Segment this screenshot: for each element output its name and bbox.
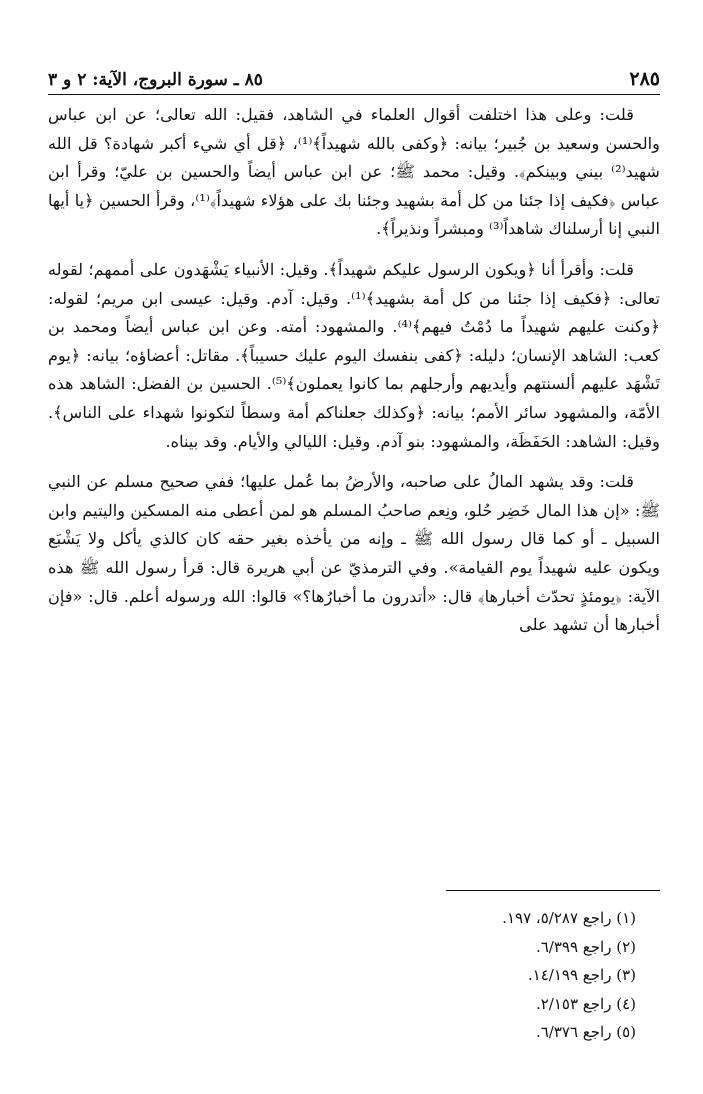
- footnote: (٤) راجع ٢/١٥٣.: [535, 994, 636, 1013]
- paragraph: قلت: وعلى هذا اختلفت أقوال العلماء في الشاهد، فقيل: الله تعالى؛ عن ابن عباس والحسن وسعيد بن جُبير؛ بيانه: ﴿وكفى بالله شهيداً﴾⁽¹⁾، ﴿قل أي شيء أكبر شهادة؟ قل الله شهيد⁽²⁾ بيني وبينكم﴾. وقيل: محمد ﷺ؛ عن ابن عباس أيضاً والحسين بن عليّ؛ وقرأ ابن عباس ﴿فكيف إذا جئنا من كل أمة بشهيد وجئنا بك على هؤلاء شهيداً﴾⁽¹⁾، وقرأ الحسين ﴿يا أيها النبي إنا أرسلناك شاهداً⁽³⁾ ومبشراً ونذيراً﴾.: [48, 105, 661, 239]
- page-number: ٢٨٥: [629, 68, 660, 90]
- footnotes: [502, 904, 636, 1047]
- footnote: (٥) راجع ٦/٣٧٦.: [535, 1023, 636, 1041]
- footnote: (٢) راجع ٦/٣٩٩.: [535, 937, 636, 956]
- running-title: ٨٥ ـ سورة البروج، الآية: ٢ و ٣: [48, 70, 263, 90]
- main-text: [48, 101, 660, 640]
- book-page: [48, 56, 660, 1056]
- paragraph: قلت: وقد يشهد المالُ على صاحبه، والأرضُ بما عُمل عليها؛ ففي صحيح مسلم عن النبي ﷺ: «إن هذا المال خَضِر حُلو، ونِعم صاحبُ المسلم هو لمن أعطى منه المسكين واليتيم وابن السبيل ـ أو كما قال رسول الله ﷺ ـ وإنه من يأخذه بغير حقه كان كالذي يأكل ولا يَشْبَع ويكون عليه شهيداً يوم القيامة». وفي الترمذيّ عن أبي هريرة قال: قرأ رسول الله ﷺ هذه الآية: ﴿يومئذٍ تحدّث أخبارها﴾ قال: «أتدرون ما أخبارُها؟» قالوا: الله ورسوله أعلم. قال: «فإن أخبارها أن تشهد على: [48, 472, 660, 635]
- footnote: (٣) راجع ١٤/١٩٩.: [527, 966, 636, 984]
- page-header: [48, 56, 660, 95]
- footnote-divider: [446, 890, 660, 891]
- paragraph: قلت: وأقرأ أنا ﴿ويكون الرسول عليكم شهيداً﴾. وقيل: الأنبياء يَشْهَدون على أممهم؛ لقوله تعالى: ﴿فكيف إذا جئنا من كل أمة بشهيد﴾⁽¹⁾. وقيل: آدم. وقيل: عيسى ابن مريم؛ لقوله: ﴿وكنت عليهم شهيداً ما دُمْتُ فيهم﴾⁽⁴⁾. والمشهود: أمته. وعن ابن عباس أيضاً ومحمد بن كعب: الشاهد الإنسان؛ دليله: ﴿كفى بنفسك اليوم عليك حسيباً﴾. مقاتل: أعضاؤه؛ بيانه: ﴿يوم تَشْهَد عليهم ألسنتهم وأيديهم وأرجلهم بما كانوا يعملون﴾⁽⁵⁾. الحسين بن الفضل: الشاهد هذه الأمّة، والمشهود سائر الأمم؛ بيانه: ﴿وكذلك جعلناكم أمة وسطاً لتكونوا شهداء على الناس﴾. وقيل: الشاهد: الحَفَظَة، والمشهود: بنو آدم. وقيل: الليالي والأيام. وقد بيناه.: [48, 259, 661, 451]
- footnote: (١) راجع ٥/٢٨٧، ١٩٧.: [502, 909, 636, 927]
